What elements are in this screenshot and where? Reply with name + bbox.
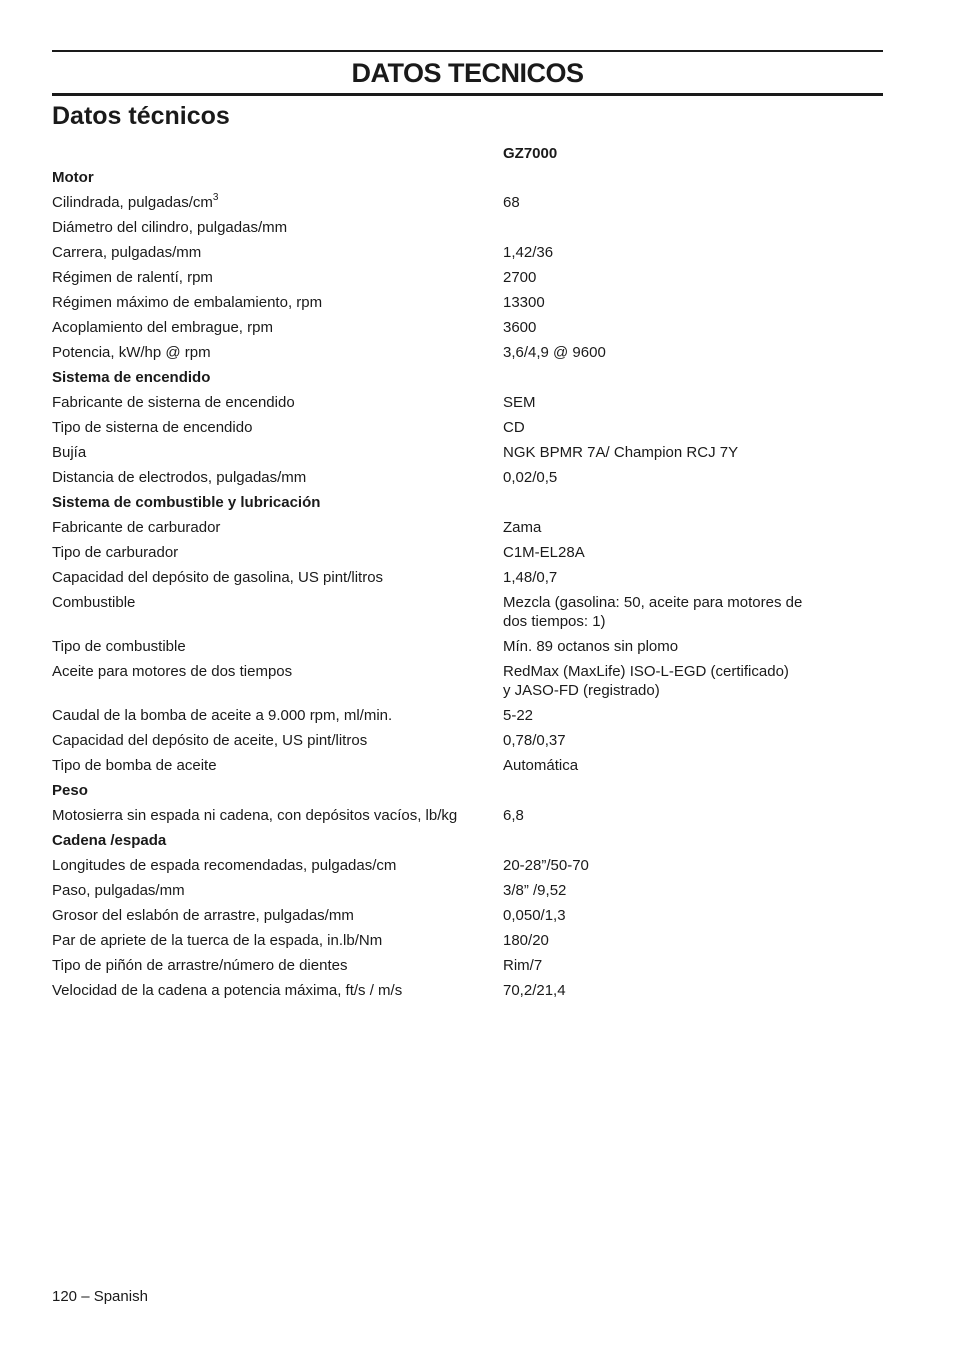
spec-value: 3/8” /9,52 [503, 882, 567, 899]
group-heading-motor [52, 169, 842, 194]
spec-label: Longitudes de espada recomendadas, pulgadas/cm [52, 857, 397, 874]
group-heading-ignition [52, 369, 842, 394]
spec-label: Capacidad del depósito de aceite, US pint/litros [52, 732, 368, 749]
spec-row [52, 244, 842, 269]
spec-row [52, 569, 842, 594]
spec-table [52, 169, 842, 1007]
spec-row [52, 957, 842, 982]
spec-label: Bujía [52, 444, 87, 461]
spec-row [52, 638, 842, 663]
spec-row [52, 219, 842, 244]
spec-label: Caudal de la bomba de aceite a 9.000 rpm, ml/min. [52, 707, 393, 724]
spec-value: 3600 [503, 319, 537, 336]
spec-value: 13300 [503, 294, 545, 311]
spec-value: 3,6/4,9 @ 9600 [503, 344, 606, 361]
spec-value: C1M-EL28A [503, 544, 585, 561]
spec-value: 0,050/1,3 [503, 907, 566, 924]
spec-label: Tipo de combustible [52, 638, 186, 655]
spec-row [52, 594, 842, 638]
spec-row [52, 982, 842, 1007]
spec-row [52, 757, 842, 782]
spec-value: 0,78/0,37 [503, 732, 566, 749]
spec-value: Zama [503, 519, 542, 536]
spec-label: Paso, pulgadas/mm [52, 882, 185, 899]
spec-value: CD [503, 419, 525, 436]
spec-label: Tipo de sisterna de encendido [52, 419, 253, 436]
spec-row [52, 544, 842, 569]
spec-label: Capacidad del depósito de gasolina, US pint/litros [52, 569, 384, 586]
spec-label: Carrera, pulgadas/mm [52, 244, 202, 261]
spec-value: 70,2/21,4 [503, 982, 566, 999]
spec-label: Distancia de electrodos, pulgadas/mm [52, 469, 307, 486]
spec-row [52, 857, 842, 882]
spec-value: Mín. 89 octanos sin plomo [503, 638, 679, 655]
spec-value: 2700 [503, 269, 537, 286]
page-footer: 120 – Spanish [52, 1288, 148, 1305]
spec-label: Tipo de bomba de aceite [52, 757, 217, 774]
spec-label: Par de apriete de la tuerca de la espada, in.lb/Nm [52, 932, 383, 949]
group-heading-label: Sistema de combustible y lubricación [52, 494, 321, 511]
spec-value: Rim/7 [503, 957, 543, 974]
spec-label: Grosor del eslabón de arrastre, pulgadas/mm [52, 907, 354, 924]
spec-row [52, 807, 842, 832]
group-heading-label: Cadena /espada [52, 832, 167, 849]
chapter-rule-top [52, 50, 883, 52]
spec-label-text: Cilindrada, pulgadas/cm [52, 194, 213, 211]
spec-label: Combustible [52, 594, 136, 611]
spec-value: SEM [503, 394, 536, 411]
section-title: Datos técnicos [52, 102, 230, 130]
group-heading-weight [52, 782, 842, 807]
spec-row [52, 882, 842, 907]
spec-row [52, 394, 842, 419]
group-heading-label: Motor [52, 169, 94, 186]
spec-value [503, 663, 833, 700]
spec-row [52, 194, 842, 219]
model-column-header: GZ7000 [503, 145, 558, 162]
spec-label: Tipo de carburador [52, 544, 179, 561]
spec-row [52, 519, 842, 544]
spec-row [52, 663, 842, 707]
spec-value: 1,48/0,7 [503, 569, 558, 586]
spec-value-line: y JASO-FD (registrado) [503, 681, 660, 699]
spec-value: 68 [503, 194, 520, 211]
spec-row [52, 344, 842, 369]
spec-label: Velocidad de la cadena a potencia máxima, ft/s / m/s [52, 982, 403, 999]
spec-value-line: RedMax (MaxLife) ISO-L-EGD (certificado) [503, 663, 789, 680]
spec-label [52, 194, 492, 213]
spec-row [52, 269, 842, 294]
spec-row [52, 907, 842, 932]
spec-label: Diámetro del cilindro, pulgadas/mm [52, 219, 288, 236]
spec-label: Acoplamiento del embrague, rpm [52, 319, 273, 336]
spec-row [52, 294, 842, 319]
spec-row [52, 469, 842, 494]
spec-label: Fabricante de carburador [52, 519, 221, 536]
spec-value: 20-28”/50-70 [503, 857, 589, 874]
spec-value: 180/20 [503, 932, 549, 949]
spec-value: 0,02/0,5 [503, 469, 558, 486]
spec-value [503, 594, 833, 631]
spec-value-line: Mezcla (gasolina: 50, aceite para motores de [503, 594, 803, 611]
spec-value: 5-22 [503, 707, 534, 724]
spec-label: Aceite para motores de dos tiempos [52, 663, 293, 680]
spec-row [52, 444, 842, 469]
spec-value: 6,8 [503, 807, 524, 824]
spec-row [52, 319, 842, 344]
spec-value: 1,42/36 [503, 244, 554, 261]
spec-row [52, 932, 842, 957]
superscript: 3 [212, 192, 219, 203]
spec-label: Fabricante de sisterna de encendido [52, 394, 295, 411]
spec-label: Motosierra sin espada ni cadena, con depósitos vacíos, lb/kg [52, 807, 458, 824]
spec-row [52, 707, 842, 732]
spec-label: Potencia, kW/hp @ rpm [52, 344, 211, 361]
spec-label: Régimen máximo de embalamiento, rpm [52, 294, 323, 311]
group-heading-label: Sistema de encendido [52, 369, 211, 386]
chapter-title: DATOS TECNICOS [351, 58, 584, 88]
group-heading-fuel-lubrication [52, 494, 842, 519]
spec-row [52, 732, 842, 757]
spec-value-line: dos tiempos: 1) [503, 612, 606, 630]
spec-label: Tipo de piñón de arrastre/número de dientes [52, 957, 348, 974]
chapter-rule-bottom [52, 93, 883, 96]
group-heading-label: Peso [52, 782, 88, 799]
spec-row [52, 419, 842, 444]
spec-value: NGK BPMR 7A/ Champion RCJ 7Y [503, 444, 739, 461]
spec-label: Régimen de ralentí, rpm [52, 269, 213, 286]
spec-value: Automática [503, 757, 579, 774]
group-heading-chain-bar [52, 832, 842, 857]
